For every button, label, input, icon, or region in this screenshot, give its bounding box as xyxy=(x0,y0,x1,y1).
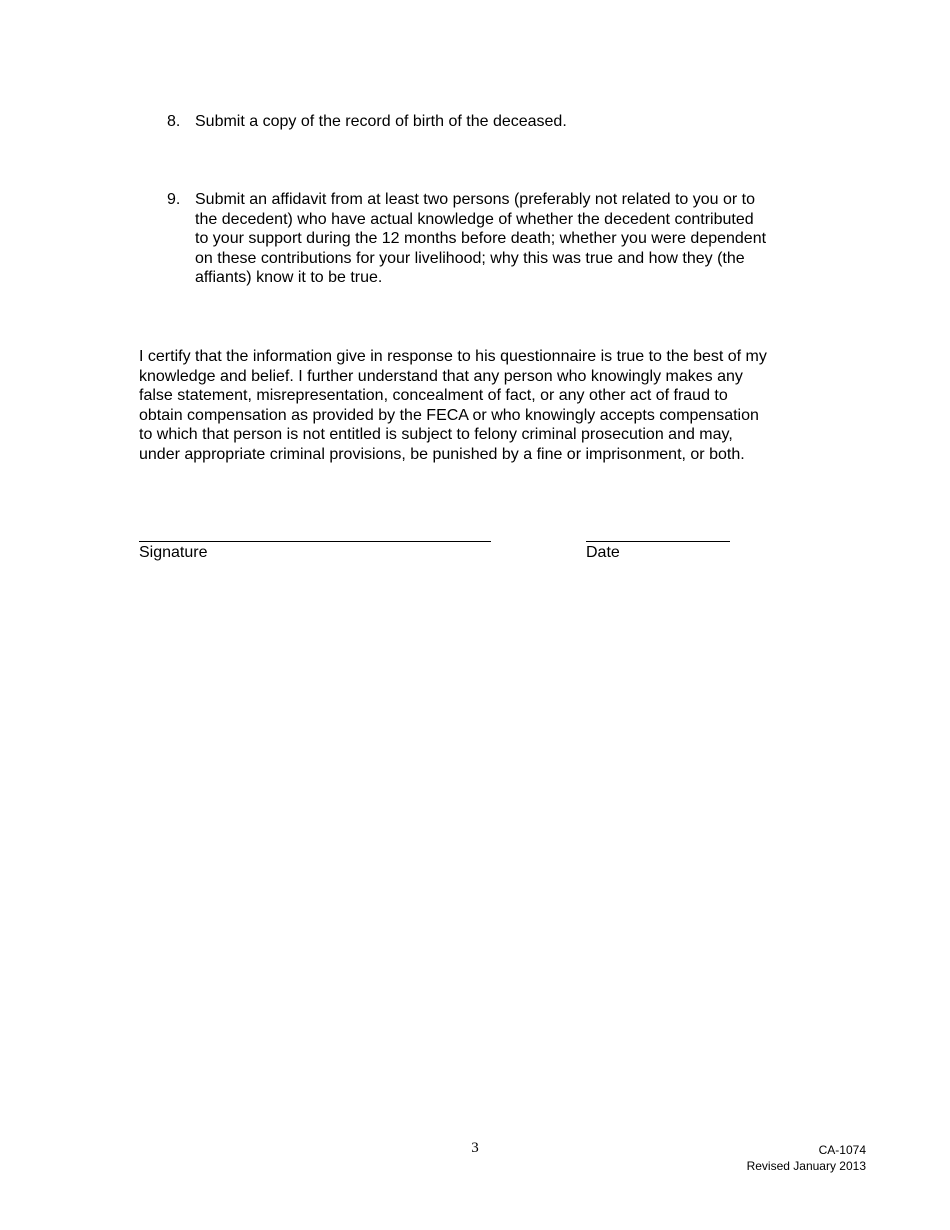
instruction-number: 9. xyxy=(167,191,181,208)
date-line[interactable] xyxy=(586,541,730,542)
date-label: Date xyxy=(586,544,620,561)
certification-statement: I certify that the information give in response to his questionnaire is true to the best of my knowledge and belief. I further understand that any person who knowingly makes any false statement, misrepresentation, concealment of fact, or any other act of fraud to obtain compensation as provided by the FECA or who knowingly accepts compensation to which that person is not entitled is subject to felony criminal prosecution and may, under appropriate criminal provisions, be punished by a fine or imprisonment, or both. xyxy=(139,348,767,463)
instruction-text: Submit an affidavit from at least two persons (preferably not related to you or to the decedent) who have actual knowledge of whether the decedent contributed to your support during the 12 months before death; whether you were dependent on these contributions for your livelihood; why this was true and how they (the affiants) know it to be true. xyxy=(195,191,767,287)
signature-label: Signature xyxy=(139,544,208,561)
instruction-item-8 xyxy=(167,112,827,132)
page-number: 3 xyxy=(471,1140,479,1156)
signature-line[interactable] xyxy=(139,541,491,542)
instruction-text: Submit a copy of the record of birth of the deceased. xyxy=(195,113,567,130)
form-id: CA-1074 xyxy=(818,1143,866,1157)
revision-date: Revised January 2013 xyxy=(746,1158,866,1173)
instruction-item-9 xyxy=(167,190,827,288)
form-metadata xyxy=(747,1143,866,1174)
instruction-number: 8. xyxy=(167,113,181,130)
